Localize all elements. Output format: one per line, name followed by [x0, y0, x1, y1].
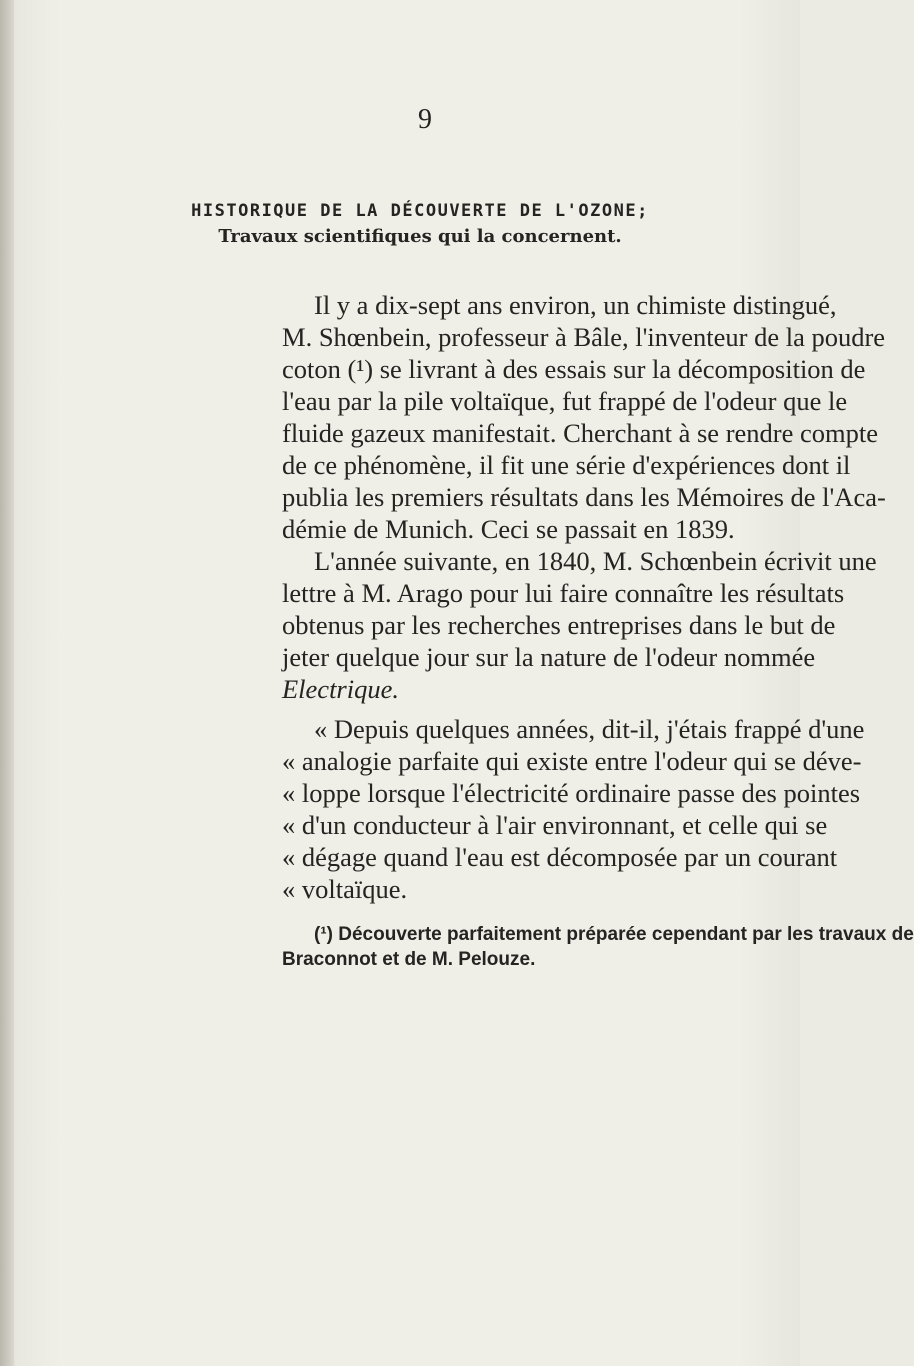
book-page: 9 HISTORIQUE DE LA DÉCOUVERTE DE L'OZONE; Travaux scientifiques qui la concernent. Il y a dix-sept ans environ, un chimiste distingué, M. Shœnbein, professeur à Bâle, l'inventeur de la poudre coton (¹) se livrant à des essais sur la décomposition de l'eau par la pile voltaïque, fut frappé de l'odeur que le fluide gazeux manifestait. Cherchant à se rendre compte de ce phénomène, il fit une série d'expériences dont il publia les premiers résultats dans les Mémoires de l'Aca- démie de Munich. Ceci se passait en 1839. L'année suivante, en 1840, M. Schœnbein écrivit une lettre à M. Arago pour lui faire connaître les résultats obtenus par les recherches entreprises dans le but de jeter quelque jour sur la nature de l'odeur nommée Electrique. « Depuis quelques années, dit-il, j'étais frappé d'une « analogie parfaite qui existe entre l'odeur qui se déve- « loppe lorsque l'électricité ordinaire passe des pointes « d'un conducteur à l'air environnant, et celle qui se « dégage quand l'eau est décomposée par un courant « voltaïque. (¹) Découverte parfaitement préparée cependant par les travaux de Braconnot et de M. Pelouze. — [0, 0, 800, 1366]
footnote-line: Braconnot et de M. Pelouze. — [282, 949, 536, 970]
chapter-subtitle: Travaux scientifiques qui la concernent. — [218, 226, 622, 247]
page-number: 9 — [418, 104, 432, 135]
footnote-line: (¹) Découverte parfaitement préparée cependant par les travaux de — [314, 924, 914, 945]
page-edge — [0, 0, 14, 1366]
chapter-title: HISTORIQUE DE LA DÉCOUVERTE DE L'OZONE; — [191, 201, 649, 221]
